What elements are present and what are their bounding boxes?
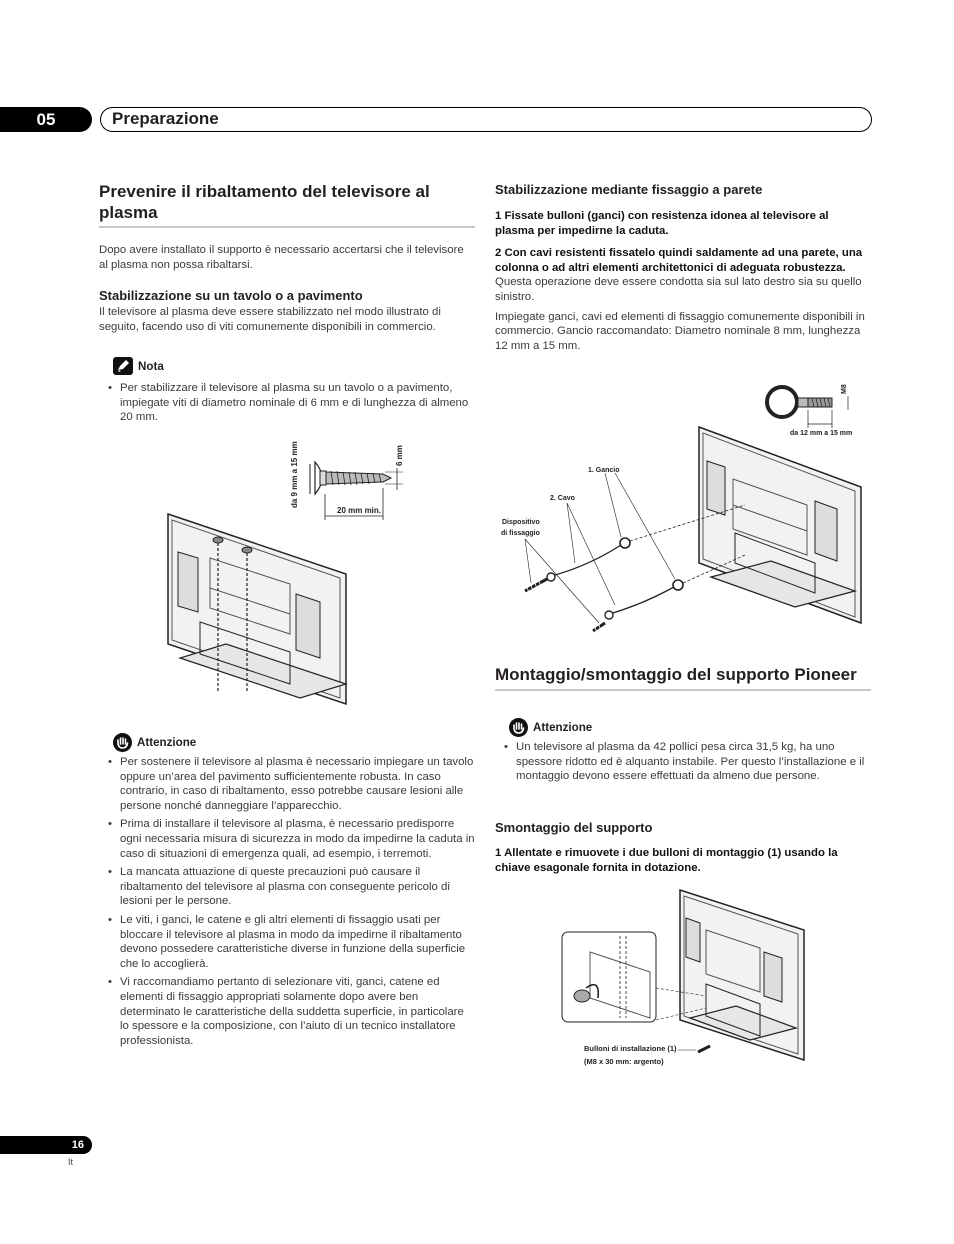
caution-title-stand: Attenzione <box>533 721 593 734</box>
language-code: It <box>68 1157 74 1167</box>
stand-removal-diagram <box>560 888 810 1073</box>
section-title: Prevenire il ribaltamento del televisore al plasma <box>99 182 430 222</box>
wall-fixing-diagram <box>495 425 871 650</box>
wall-step-2-text-2: Impiegate ganci, cavi ed elementi di fissaggio comunemente disponibili in commercio. Gancio raccomandato: Diametro nominale 8 mm, lunghezza 12 mm a 15 mm. <box>495 310 865 352</box>
section-divider <box>495 689 871 691</box>
caution-item: • La mancata attuazione di queste precauzioni può causare il ribaltamento del televisore al plasma con conseguente pericolo di lesioni per le persone. <box>100 865 475 909</box>
wall-step-2: 2 Con cavi resistenti fissatelo quindi saldamente ad una parete, una colonna o ad altri elementi architettonici di adeguata robustezza. <box>495 247 863 274</box>
wall-step-1: 1 Fissate bulloni (ganci) con resistenza idonea al televisore al plasma per impedirne la caduta. <box>495 210 829 237</box>
intro-text: Dopo avere installato il supporto è necessario accertarsi che il televisore al plasma non possa ribaltarsi. <box>99 244 464 271</box>
subsection-text-table: Il televisore al plasma deve essere stabilizzato nel modo illustrato di seguito, facendo uso di viti comunemente disponibili in commercio. <box>99 306 441 333</box>
section-prevent-tipping <box>99 181 475 334</box>
subsection-title-removal: Smontaggio del supporto <box>495 820 653 835</box>
caution-list <box>100 755 475 1052</box>
removal-step-1: 1 Allentate e rimuovete i due bulloni di montaggio (1) usando la chiave esagonale fornita in dotazione. <box>495 847 838 874</box>
fixing-label-line2: di fissaggio <box>501 530 540 537</box>
hook-lower-icon <box>673 580 683 590</box>
caution-item: • Un televisore al plasma da 42 pollici pesa circa 31,5 kg, ha uno spessore ridotto ed è alquanto instabile. Per questo l’installazione e il montaggio devono essere effettuati da almeno due persone. <box>496 740 871 784</box>
eye-bolt-icon <box>767 387 797 417</box>
note-title: Nota <box>138 360 164 373</box>
bolt-label-line1: Bulloni di installazione (1) <box>584 1044 677 1053</box>
section-title-stand: Montaggio/smontaggio del supporto Pioneer <box>495 665 857 684</box>
page-number: 16 <box>0 1136 92 1154</box>
hook-upper-icon <box>620 538 630 548</box>
note-icon <box>113 357 133 380</box>
caution-icon <box>509 718 528 742</box>
tv-table-diagram <box>150 508 350 708</box>
screw-length-label: da 9 mm a 15 mm <box>290 441 299 508</box>
cable-label: 2. Cavo <box>550 495 575 502</box>
caution-item: • Prima di installare il televisore al plasma, è necessario predisporre ogni necessaria misura di sicurezza in modo da impedirne la caduta in caso di situazioni di emergenza quali, ad esempio, i terremoti. <box>100 817 475 861</box>
zoom-inset <box>562 932 656 1022</box>
min-length-label: 20 mm min. <box>337 506 382 515</box>
bolt-label-line2: (M8 x 30 mm: argento) <box>584 1057 664 1066</box>
chapter-number: 05 <box>0 107 92 132</box>
wall-step-2-text-1: Questa operazione deve essere condotta sia sul lato destro sia su quello sinistro. <box>495 276 862 303</box>
hook-label: 1. Gancio <box>588 467 620 474</box>
caution-item: • Vi raccomandiamo pertanto di selezionare viti, ganci, catene ed elementi di fissaggio appropriati solamente dopo avere ben determinato le caratteristiche della suddetta superficie, in particolare lo spessore e la composizione, con l’aiuto di un tecnico installatore professionista. <box>100 975 475 1048</box>
caution-title: Attenzione <box>137 736 197 749</box>
section-stand-mounting <box>495 664 871 691</box>
subsection-title-table: Stabilizzazione su un tavolo o a pavimento <box>99 288 363 304</box>
hook-length-label: da 12 mm a 15 mm <box>790 430 853 437</box>
section-divider <box>99 226 475 228</box>
caution-list-stand <box>496 740 871 788</box>
m8-label: M8 <box>841 384 848 394</box>
fixing-label-line1: Dispositivo <box>502 519 540 526</box>
note-list <box>100 381 475 429</box>
chapter-title: Preparazione <box>112 109 219 128</box>
section-wall-fixing <box>495 182 871 353</box>
note-item: • Per stabilizzare il televisore al plasma su un tavolo o a pavimento, impiegate viti di diametro nominale di 6 mm e di lunghezza di almeno 20 mm. <box>100 381 475 425</box>
section-stand-removal <box>495 820 871 875</box>
bolt-icon <box>698 1046 710 1052</box>
hex-key-icon <box>574 990 590 1002</box>
diameter-label: 6 mm <box>395 445 404 466</box>
caution-item: • Per sostenere il televisore al plasma è necessario impiegare un tavolo oppure un’area del pavimento sufficientemente robusta. In caso contrario, in caso di ribaltamento, esso potrebbe causare lesioni alle persone nonché danneggiare l’apparecchio. <box>100 755 475 813</box>
subsection-title-wall: Stabilizzazione mediante fissaggio a parete <box>495 182 763 197</box>
caution-icon <box>113 733 132 757</box>
caution-item: • Le viti, i ganci, le catene e gli altri elementi di fissaggio usati per bloccare il televisore al plasma in modo da impedirne il ribaltamento devono possedere caratteristiche diverse in funzione della superficie che lo accoglierà. <box>100 913 475 971</box>
